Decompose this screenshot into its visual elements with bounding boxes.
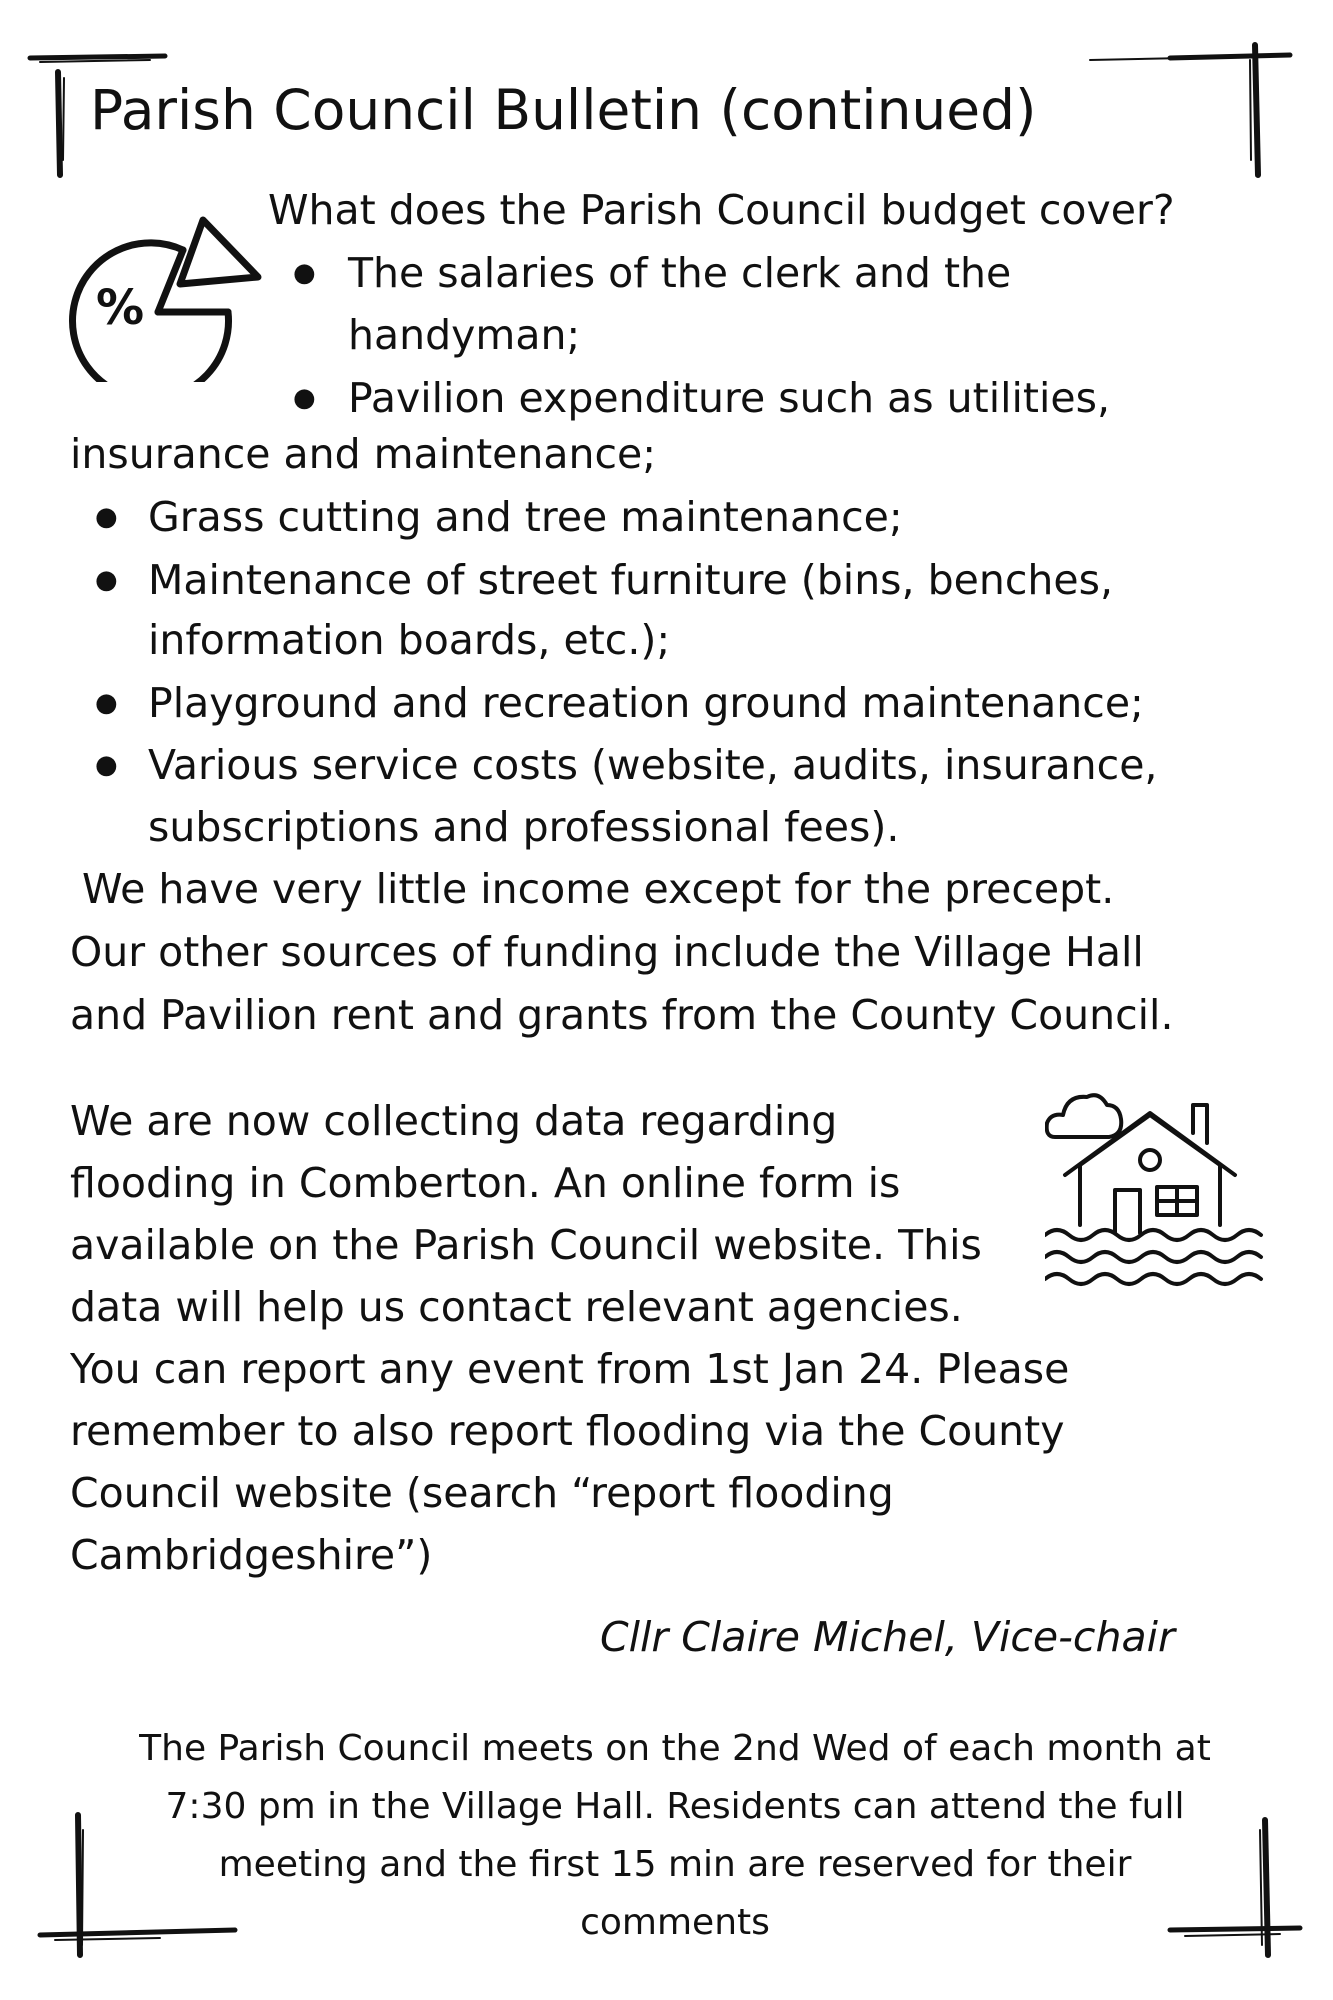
flooding-text: remember to also report flooding via the County [70, 1407, 1065, 1455]
bullet-dot: ● [95, 565, 118, 595]
meeting-info-line: comments [580, 1902, 770, 1943]
budget-question: What does the Parish Council budget cover? [268, 186, 1175, 234]
list-item-continuation: information boards, etc.); [148, 616, 671, 664]
bullet-dot: ● [95, 688, 118, 718]
income-text: We have very little income except for the precept. [82, 865, 1115, 913]
cloud-icon [1047, 1095, 1122, 1137]
list-item-continuation: subscriptions and professional fees). [148, 803, 900, 851]
flooding-text: Cambridgeshire”) [70, 1531, 433, 1579]
list-item: Pavilion expenditure such as utilities, [348, 374, 1110, 422]
percent-pie-chart-icon [68, 212, 268, 382]
income-text: and Pavilion rent and grants from the County Council. [70, 991, 1174, 1039]
flooding-text: Council website (search “report flooding [70, 1469, 894, 1517]
meeting-info [60, 1720, 1290, 1952]
income-text: Our other sources of funding include the Village Hall [70, 928, 1144, 976]
bullet-dot: ● [95, 502, 118, 532]
flooding-text: You can report any event from 1st Jan 24. Please [70, 1345, 1070, 1393]
page-title: Parish Council Bulletin (continued) [90, 78, 1037, 142]
svg-text:%: % [96, 280, 145, 336]
flooding-text: flooding in Comberton. An online form is [70, 1159, 901, 1207]
list-item: Various service costs (website, audits, insurance, [148, 741, 1158, 789]
list-item: The salaries of the clerk and the [348, 249, 1012, 297]
flooded-house-icon [1045, 1085, 1270, 1300]
list-item-continuation: insurance and maintenance; [70, 430, 657, 478]
meeting-info-line: The Parish Council meets on the 2nd Wed of each month at [139, 1728, 1211, 1769]
list-item: Playground and recreation ground maintenance; [148, 679, 1144, 727]
signature: Cllr Claire Michel, Vice-chair [600, 1613, 1175, 1661]
bullet-dot: ● [293, 258, 316, 288]
bullet-dot: ● [95, 750, 118, 780]
flooding-text: available on the Parish Council website. This [70, 1221, 982, 1269]
meeting-info-line: 7:30 pm in the Village Hall. Residents can attend the full [165, 1786, 1185, 1827]
list-item-continuation: handyman; [348, 311, 581, 359]
list-item: Grass cutting and tree maintenance; [148, 493, 903, 541]
flooding-text: data will help us contact relevant agencies. [70, 1283, 963, 1331]
list-item: Maintenance of street furniture (bins, benches, [148, 556, 1113, 604]
meeting-info-line: meeting and the first 15 min are reserved for their [218, 1844, 1132, 1885]
flooding-text: We are now collecting data regarding [70, 1097, 838, 1145]
bullet-dot: ● [293, 383, 316, 413]
